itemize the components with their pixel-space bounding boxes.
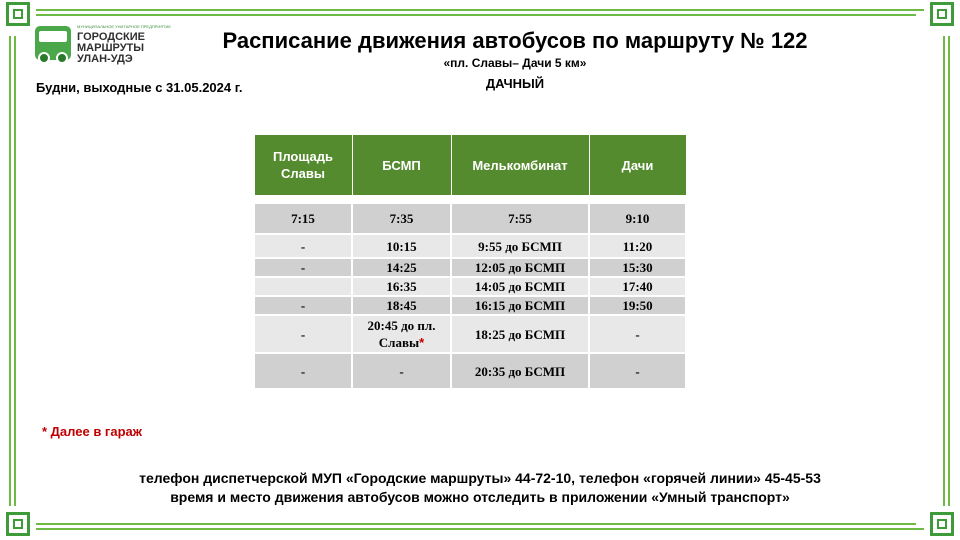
company-logo [35, 22, 172, 68]
table-row [254, 234, 686, 258]
frame-left-line-inner [14, 36, 16, 506]
table-cell: - [254, 315, 352, 353]
schedule-validity: Будни, выходные с 31.05.2024 г. [36, 80, 243, 95]
table-cell: - [352, 353, 451, 389]
frame-corner-top-right [930, 2, 954, 26]
header-dachi: Дачи [589, 135, 686, 196]
table-row [254, 315, 686, 353]
table-cell [254, 277, 352, 296]
header-bsmp: БСМП [352, 135, 451, 196]
table-row [254, 296, 686, 315]
table-cell: 16:35 [352, 277, 451, 296]
table-cell-with-footnote [352, 315, 451, 353]
frame-top-line-inner [36, 14, 916, 16]
footer-app-info: время и место движения автобусов можно отследить в приложении «Умный транспорт» [170, 489, 790, 505]
table-cell-text: 20:45 до пл. Славы [367, 318, 436, 350]
table-cell: - [254, 353, 352, 389]
table-cell: 18:45 [352, 296, 451, 315]
frame-right-line-inner [943, 36, 945, 506]
frame-corner-top-left [6, 2, 30, 26]
table-cell: 15:30 [589, 258, 686, 277]
table-cell: 20:35 до БСМП [451, 353, 589, 389]
frame-left-line [9, 36, 11, 506]
table-cell: - [589, 315, 686, 353]
table-cell: 9:55 до БСМП [451, 234, 589, 258]
table-cell: 7:55 [451, 203, 589, 234]
table-cell: - [254, 296, 352, 315]
table-row [254, 203, 686, 234]
table-cell: 12:05 до БСМП [451, 258, 589, 277]
logo-line-2: МАРШРУТЫ [77, 42, 145, 54]
table-cell: 14:25 [352, 258, 451, 277]
table-cell: 14:05 до БСМП [451, 277, 589, 296]
table-header-row [254, 135, 686, 196]
table-row [254, 277, 686, 296]
garage-footnote: * Далее в гараж [42, 424, 142, 439]
table-cell: - [254, 258, 352, 277]
table-cell: 11:20 [589, 234, 686, 258]
frame-corner-bottom-left [6, 512, 30, 536]
logo-line-1: ГОРОДСКИЕ [77, 31, 145, 43]
frame-top-line [36, 9, 924, 11]
table-cell: 7:15 [254, 203, 352, 234]
table-row [254, 258, 686, 277]
logo-line-3: УЛАН-УДЭ [77, 53, 133, 65]
route-type: ДАЧНЫЙ [485, 76, 545, 91]
table-cell: 17:40 [589, 277, 686, 296]
frame-bottom-line [36, 528, 924, 530]
frame-bottom-line-inner [36, 523, 916, 525]
logo-small-text: МУНИЦИПАЛЬНОЕ УНИТАРНОЕ ПРЕДПРИЯТИЕ [77, 24, 172, 29]
header-ploshchad-slavy: Площадь Славы [254, 135, 352, 196]
frame-corner-bottom-right [930, 512, 954, 536]
frame-right-line [948, 36, 950, 506]
schedule-table [253, 134, 687, 390]
header-melkombinat: Мелькомбинат [451, 135, 589, 196]
bus-icon [35, 26, 71, 60]
table-cell: 10:15 [352, 234, 451, 258]
footnote-star: * [419, 335, 425, 350]
table-cell: 7:35 [352, 203, 451, 234]
route-subtitle: «пл. Славы– Дачи 5 км» [443, 56, 587, 70]
table-cell: 9:10 [589, 203, 686, 234]
footer-phones: телефон диспетчерской МУП «Городские маршруты» 44-72-10, телефон «горячей линии» 45-45-53 [139, 470, 821, 486]
table-row [254, 353, 686, 389]
table-cell: - [254, 234, 352, 258]
page-title: Расписание движения автобусов по маршруту № 122 [222, 28, 808, 53]
table-cell: 16:15 до БСМП [451, 296, 589, 315]
table-cell: 19:50 [589, 296, 686, 315]
table-cell: - [589, 353, 686, 389]
table-cell: 18:25 до БСМП [451, 315, 589, 353]
